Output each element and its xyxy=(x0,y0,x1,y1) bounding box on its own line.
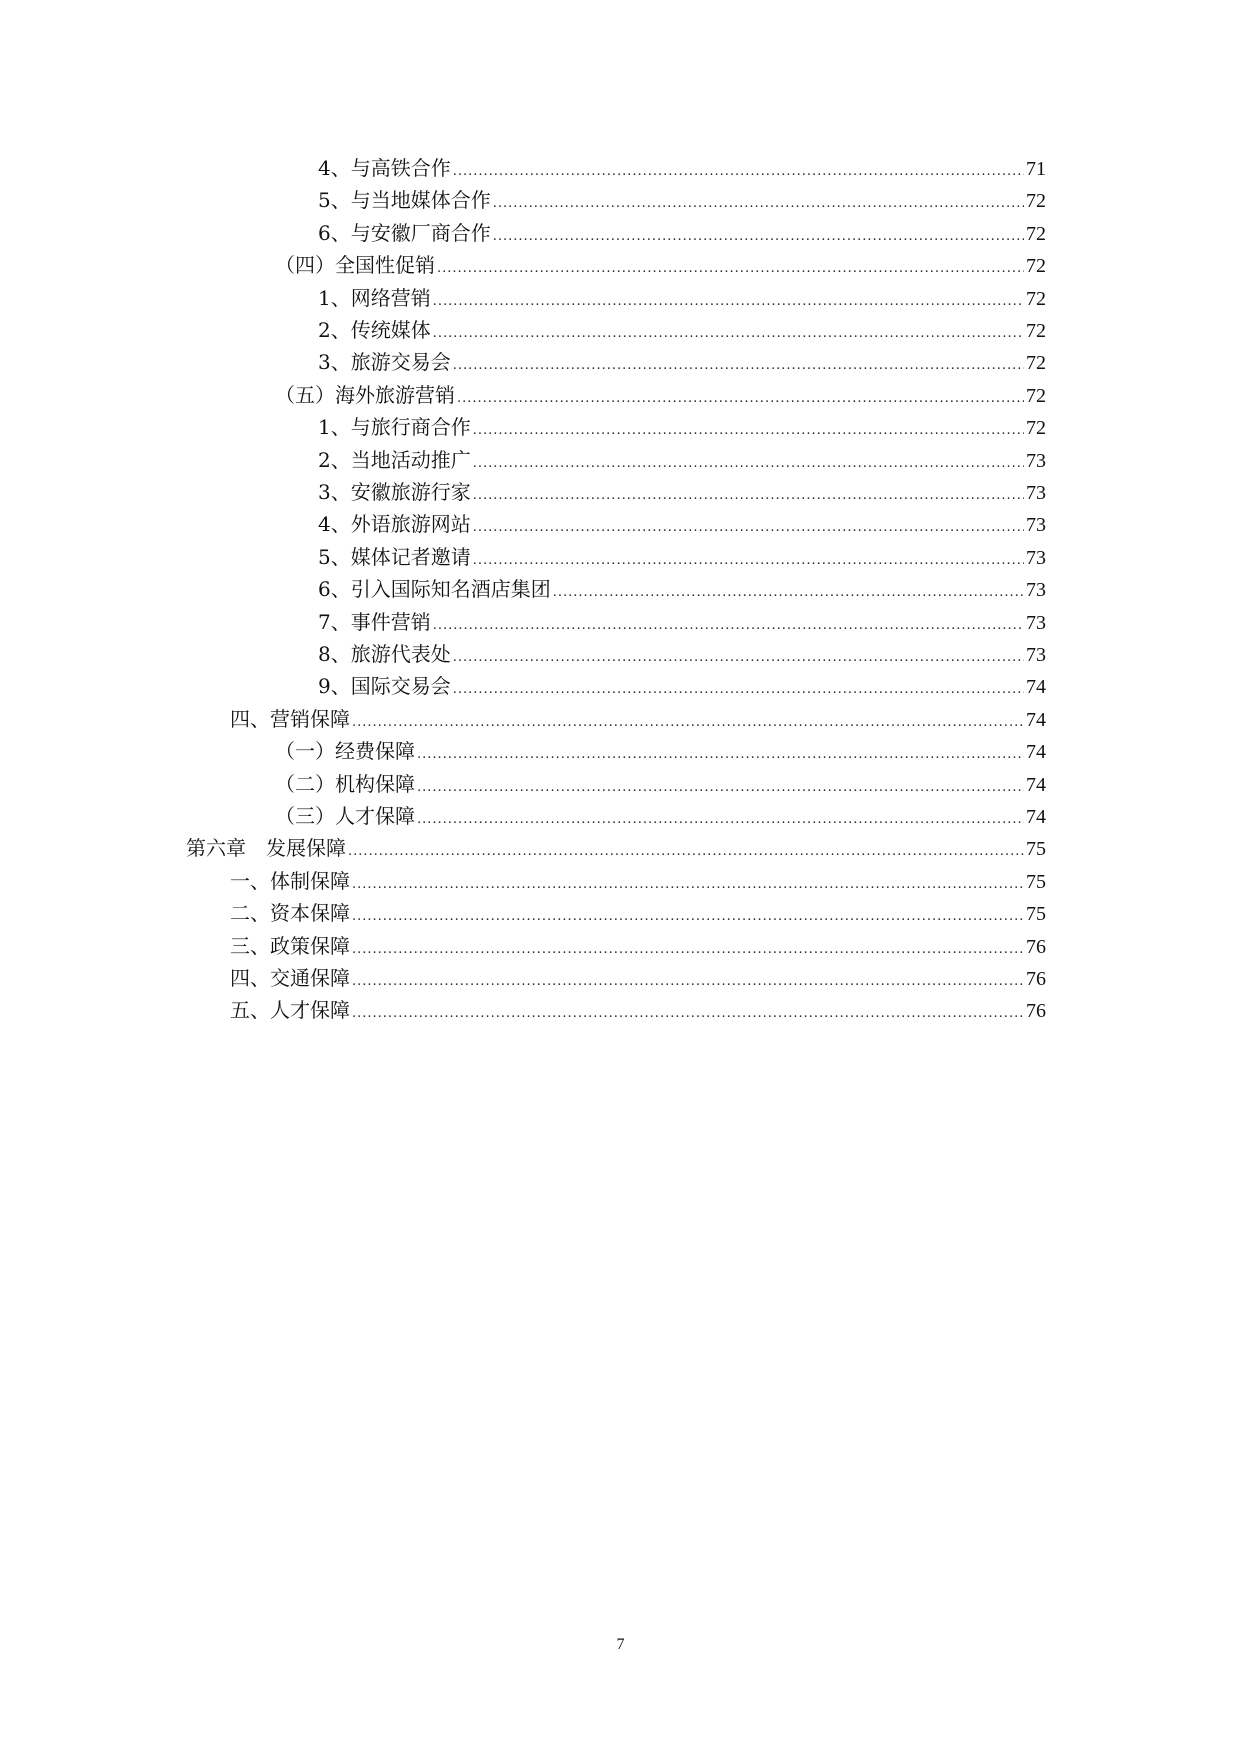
dot-leader xyxy=(493,217,1024,253)
toc-entry[interactable] xyxy=(318,346,1046,379)
dot-leader xyxy=(493,184,1024,220)
toc-entry-title: （二）机构保障 xyxy=(275,772,415,796)
toc-entry-page: 72 xyxy=(1026,352,1046,374)
toc-entry-page: 76 xyxy=(1026,936,1046,958)
dot-leader xyxy=(553,573,1024,609)
toc-entry-page: 72 xyxy=(1026,320,1046,342)
toc-entry-page: 76 xyxy=(1026,1000,1046,1022)
toc-entry[interactable] xyxy=(230,897,1046,930)
toc-entry[interactable] xyxy=(275,768,1046,801)
toc-entry[interactable] xyxy=(318,573,1046,606)
toc-entry-page: 75 xyxy=(1026,838,1046,860)
toc-entry[interactable] xyxy=(230,962,1046,995)
dot-leader xyxy=(473,411,1024,447)
toc-entry-page: 73 xyxy=(1026,644,1046,666)
toc-entry[interactable] xyxy=(318,152,1046,185)
dot-leader xyxy=(453,670,1024,706)
dot-leader xyxy=(352,703,1024,739)
toc-entry-title: 5、与当地媒体合作 xyxy=(318,188,491,212)
dot-leader xyxy=(437,249,1024,285)
dot-leader xyxy=(352,865,1024,901)
toc-entry-title: 3、安徽旅游行家 xyxy=(318,480,471,504)
toc-entry-title: 第六章 发展保障 xyxy=(186,836,346,860)
toc-entry-page: 72 xyxy=(1026,288,1046,310)
toc-entry-page: 74 xyxy=(1026,774,1046,796)
toc-entry-title: 1、与旅行商合作 xyxy=(318,415,471,439)
page-number: 7 xyxy=(616,1636,625,1653)
dot-leader xyxy=(352,994,1024,1030)
toc-entry-page: 74 xyxy=(1026,709,1046,731)
toc-entry-page: 73 xyxy=(1026,612,1046,634)
toc-entry-page: 73 xyxy=(1026,547,1046,569)
toc-entry-page: 73 xyxy=(1026,514,1046,536)
dot-leader xyxy=(473,444,1024,480)
toc-entry-title: 6、与安徽厂商合作 xyxy=(318,221,491,245)
toc-entry-title: 8、旅游代表处 xyxy=(318,642,451,666)
toc-entry-title: 4、外语旅游网站 xyxy=(318,512,471,536)
dot-leader xyxy=(473,508,1024,544)
toc-entry-title: 4、与高铁合作 xyxy=(318,156,451,180)
toc-entry-page: 72 xyxy=(1026,385,1046,407)
dot-leader xyxy=(348,832,1024,868)
dot-leader xyxy=(453,152,1024,188)
dot-leader xyxy=(453,638,1024,674)
toc-entry-page: 74 xyxy=(1026,741,1046,763)
dot-leader xyxy=(352,897,1024,933)
toc-entry-title: （四）全国性促销 xyxy=(275,253,435,277)
dot-leader xyxy=(352,962,1024,998)
toc-entry[interactable] xyxy=(318,444,1046,477)
toc-entry-page: 71 xyxy=(1026,158,1046,180)
dot-leader xyxy=(457,379,1024,415)
toc-entry[interactable] xyxy=(275,379,1046,412)
toc-entry[interactable] xyxy=(186,832,1046,865)
toc-entry[interactable] xyxy=(318,217,1046,250)
dot-leader xyxy=(473,476,1024,512)
dot-leader xyxy=(433,606,1024,642)
toc-entry-title: 五、人才保障 xyxy=(230,998,350,1022)
toc-entry[interactable] xyxy=(318,606,1046,639)
toc-entry-title: 7、事件营销 xyxy=(318,610,431,634)
toc-entry[interactable] xyxy=(318,411,1046,444)
dot-leader xyxy=(352,930,1024,966)
toc-entry[interactable] xyxy=(318,638,1046,671)
toc-entry[interactable] xyxy=(275,249,1046,282)
toc-entry-title: 三、政策保障 xyxy=(230,934,350,958)
toc-entry-title: （五）海外旅游营销 xyxy=(275,383,455,407)
toc-entry-title: 3、旅游交易会 xyxy=(318,350,451,374)
toc-entry[interactable] xyxy=(318,314,1046,347)
toc-entry-title: 1、网络营销 xyxy=(318,286,431,310)
toc-entry-title: 四、交通保障 xyxy=(230,966,350,990)
toc-entry-page: 76 xyxy=(1026,968,1046,990)
toc-entry[interactable] xyxy=(230,865,1046,898)
toc-entry[interactable] xyxy=(230,994,1046,1027)
toc-entry-page: 73 xyxy=(1026,482,1046,504)
toc-entry[interactable] xyxy=(318,476,1046,509)
toc-entry[interactable] xyxy=(275,735,1046,768)
toc-entry[interactable] xyxy=(318,508,1046,541)
toc-entry[interactable] xyxy=(318,184,1046,217)
toc-entry[interactable] xyxy=(318,541,1046,574)
toc-entry[interactable] xyxy=(230,703,1046,736)
toc-entry-title: 5、媒体记者邀请 xyxy=(318,545,471,569)
toc-entry-title: 2、传统媒体 xyxy=(318,318,431,342)
dot-leader xyxy=(417,735,1024,771)
toc-entry-title: 2、当地活动推广 xyxy=(318,448,471,472)
toc-entry-title: 二、资本保障 xyxy=(230,901,350,925)
toc-entry-page: 73 xyxy=(1026,579,1046,601)
dot-leader xyxy=(433,314,1024,350)
toc-entry[interactable] xyxy=(318,670,1046,703)
dot-leader xyxy=(453,346,1024,382)
toc-entry-page: 74 xyxy=(1026,806,1046,828)
toc-entry-page: 75 xyxy=(1026,871,1046,893)
toc-entry[interactable] xyxy=(275,800,1046,833)
toc-entry-page: 75 xyxy=(1026,903,1046,925)
toc-entry-page: 72 xyxy=(1026,190,1046,212)
toc-entry-title: （三）人才保障 xyxy=(275,804,415,828)
toc-entry-page: 72 xyxy=(1026,223,1046,245)
toc-entry-title: 一、体制保障 xyxy=(230,869,350,893)
dot-leader xyxy=(473,541,1024,577)
toc-entry-title: 9、国际交易会 xyxy=(318,674,451,698)
toc-entry-title: 四、营销保障 xyxy=(230,707,350,731)
toc-entry-page: 73 xyxy=(1026,450,1046,472)
toc-entry[interactable] xyxy=(318,282,1046,315)
dot-leader xyxy=(417,768,1024,804)
dot-leader xyxy=(417,800,1024,836)
toc-entry-title: （一）经费保障 xyxy=(275,739,415,763)
toc-entry-page: 74 xyxy=(1026,676,1046,698)
toc-entry-page: 72 xyxy=(1026,255,1046,277)
toc-entry-title: 6、引入国际知名酒店集团 xyxy=(318,577,551,601)
toc-entry-page: 72 xyxy=(1026,417,1046,439)
dot-leader xyxy=(433,282,1024,318)
toc-entry[interactable] xyxy=(230,930,1046,963)
